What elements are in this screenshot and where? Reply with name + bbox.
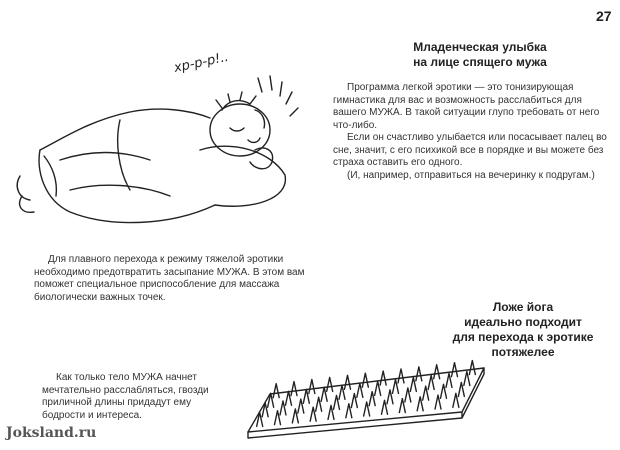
yoga-heading-line-3: для перехода к эротике [452, 330, 594, 344]
smile-paragraph-1: Программа легкой эротики — это тонизирующая гимнастика для вас и возможность расслабиться для вашего МУЖА. В такой ситуации глупо требовать от него что-либо. [333, 82, 600, 131]
yoga-heading-line-4: потяжелее [491, 345, 555, 359]
nail [345, 375, 351, 389]
yoga-text: Как только тело МУЖА начнет мечтательно расслабляться, гвозди приличной длины придадут ему бодрости и интереса. [42, 372, 209, 421]
nail [362, 373, 368, 387]
nail [369, 392, 375, 406]
nail [351, 394, 357, 408]
nail [334, 395, 340, 409]
nail [303, 389, 309, 403]
yoga-paragraph [42, 372, 222, 422]
smile-paragraph-2: Если он счастливо улыбается или посасывает палец во сне, значит, с его психикой все в порядке и вы можете без страха оставить его одного. [333, 132, 607, 168]
nail [286, 391, 292, 405]
page-number: 27 [596, 8, 612, 24]
nail [309, 379, 315, 393]
nail [280, 401, 286, 415]
nail [416, 367, 422, 381]
nail [328, 405, 334, 419]
nail [298, 399, 304, 413]
nail [452, 363, 458, 377]
smile-heading-line-2: на лице спящего мужа [413, 55, 547, 69]
nail [398, 369, 404, 383]
nail [469, 361, 475, 375]
bed-of-nails-illustration [240, 350, 500, 440]
smile-paragraph-3: (И, например, отправиться на вечеринку к подругам.) [347, 169, 595, 181]
smile-heading-line-1: Младенческая улыбка [413, 40, 547, 54]
watermark: Joksland.ru [6, 425, 97, 441]
yoga-heading-line-2: идеально подходит [464, 315, 582, 329]
nail [364, 402, 370, 416]
nail [273, 384, 279, 398]
sleeping-man-illustration [0, 0, 320, 240]
nail [327, 377, 333, 391]
nail [357, 383, 363, 397]
nail [316, 397, 322, 411]
nail [375, 381, 381, 395]
nail [292, 409, 298, 423]
nail [275, 411, 281, 425]
snore-text: хр-р-р!.. [172, 49, 230, 76]
nail [310, 407, 316, 421]
transition-text: Для плавного перехода к режиму тяжелой эротики необходимо предотвратить засыпание МУЖА. В этом вам поможет специальное приспособление для массажа биологически важных точек. [34, 254, 305, 303]
transition-paragraph [34, 254, 334, 304]
nail [339, 385, 345, 399]
smile-body [333, 82, 613, 182]
smile-heading [360, 40, 600, 70]
nail [434, 365, 440, 379]
nail [291, 382, 297, 396]
nail [346, 404, 352, 418]
nail [321, 387, 327, 401]
nail [380, 371, 386, 385]
yoga-heading-line-1: Ложе йога [492, 300, 554, 314]
